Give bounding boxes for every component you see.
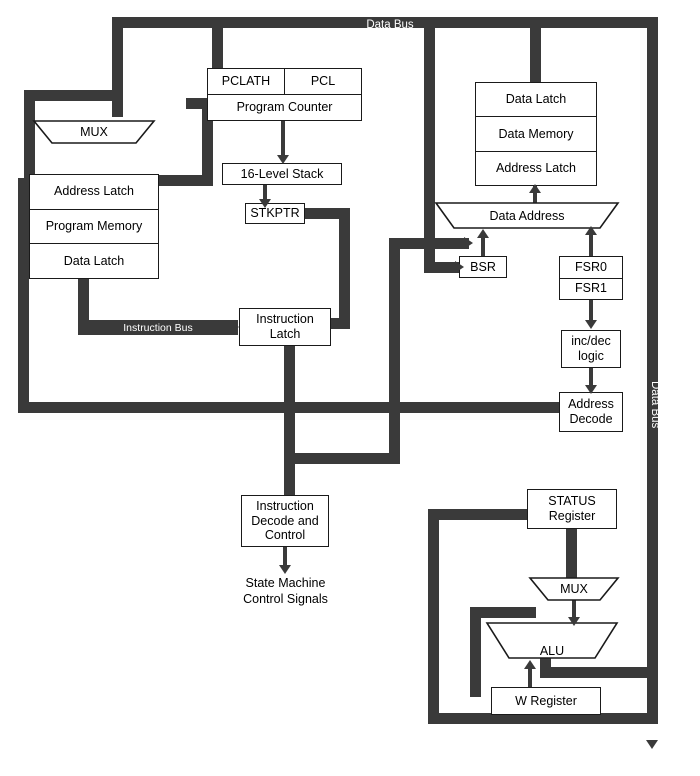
- wire-alu-to-data-bus: [540, 667, 658, 678]
- arrow-incdec-down: [585, 385, 597, 394]
- wire-bus-to-bsr-column: [424, 17, 435, 262]
- mux-top: [34, 121, 154, 143]
- data-address-label: Data Address: [489, 208, 565, 223]
- address-latch-memory: Address Latch: [476, 151, 596, 185]
- arrow-fsr-up: [585, 226, 597, 235]
- instruction-latch-label-line2: Latch: [269, 327, 301, 341]
- wire-stkptr-down: [339, 208, 350, 328]
- alu: [487, 623, 617, 658]
- w-register: W Register: [491, 687, 601, 715]
- arrow-decode-to-state-machine: [279, 565, 291, 574]
- stkptr: STKPTR: [245, 203, 305, 224]
- arrow-data-bus-bottom: [646, 740, 658, 749]
- program-counter: Program Counter: [208, 94, 361, 120]
- arrow-to-bsr: [455, 261, 464, 273]
- address-decode-line1: Address: [568, 397, 614, 412]
- arrow-fsr-to-incdec: [585, 320, 597, 329]
- mux-top-label: MUX: [80, 125, 108, 139]
- address-latch-program: Address Latch: [54, 184, 134, 199]
- state-machine-line1: State Machine: [245, 576, 326, 590]
- data-bus-top-label: Data Bus: [366, 19, 414, 31]
- data-latch-memory: Data Latch: [505, 92, 567, 107]
- pcl: PCL: [284, 69, 361, 94]
- instruction-latch: [239, 308, 331, 346]
- data-address: [436, 203, 618, 228]
- incdec-line2: logic: [578, 349, 604, 363]
- alu-label: ALU: [539, 644, 565, 658]
- program-counter-group: [207, 68, 362, 121]
- instruction-decode-line3: Control: [264, 528, 306, 543]
- address-decode-line2: Decode: [569, 412, 613, 426]
- mux-alu-label: MUX: [560, 582, 588, 596]
- wire-latch-down: [284, 344, 295, 464]
- wire-status-to-mux: [566, 529, 577, 581]
- fsr1: FSR1: [560, 278, 622, 300]
- instruction-decode-and-control: [241, 495, 329, 547]
- status-register-line2: Register: [548, 509, 596, 523]
- program-memory-group: [29, 174, 159, 279]
- wire-pc-to-stack: [281, 121, 285, 159]
- wire-bus-to-program-counter: [212, 17, 223, 74]
- status-register: [527, 489, 617, 529]
- address-decode: [559, 392, 623, 432]
- wire-alu-w-loop-vertical: [470, 607, 481, 697]
- incdec-logic: [561, 330, 621, 368]
- instruction-bus: [78, 320, 238, 335]
- state-machine-line2: Control Signals: [243, 591, 328, 606]
- wire-bottom-left-to-address-decode: [18, 402, 578, 413]
- program-memory: Program Memory: [30, 209, 158, 244]
- arrow-stack-to-stkptr: [259, 199, 271, 208]
- arrow-to-data-address: [464, 237, 473, 249]
- wire-left-outer-rail: [18, 178, 29, 408]
- wire-latch-right-branch: [284, 453, 399, 464]
- pclath: PCLATH: [221, 74, 271, 89]
- data-bus-right-label: Data Bus: [649, 381, 661, 429]
- status-register-line1: STATUS: [548, 494, 596, 509]
- arrow-bsr-up: [477, 229, 489, 238]
- state-machine-control-signals: [213, 576, 358, 607]
- fsr0: FSR0: [575, 259, 607, 274]
- wire-alu-w-loop-top: [470, 607, 536, 618]
- data-latch-program: Data Latch: [30, 243, 158, 278]
- arrow-data-address-up: [529, 184, 541, 193]
- wire-bus-to-data-latch: [530, 17, 541, 84]
- instruction-decode-line2: Decode and: [251, 513, 319, 528]
- mux-alu: [530, 578, 618, 600]
- wire-bsr-to-data-address: [481, 238, 485, 257]
- arrow-mux-to-alu: [568, 617, 580, 626]
- instruction-bus-label: Instruction Bus: [123, 321, 193, 334]
- wire-latch-to-decode: [284, 453, 295, 495]
- data-memory: Data Memory: [476, 116, 596, 150]
- stack-16-level: 16-Level Stack: [222, 163, 342, 185]
- wire-branch-up-to-dataaddr: [389, 238, 400, 464]
- arrow-w-to-alu: [524, 660, 536, 669]
- instruction-latch-label-line1: Instruction: [256, 312, 314, 327]
- wire-to-status-register: [428, 509, 533, 520]
- wire-left-alu-rail: [428, 509, 439, 724]
- wire-branch-to-data-address: [389, 238, 469, 249]
- data-bus-drop-to-mux: [112, 17, 123, 117]
- bsr: BSR: [459, 256, 507, 278]
- pclath-pcl-row: [208, 69, 361, 94]
- incdec-line1: inc/dec: [571, 334, 611, 349]
- wire-mux-feed-horizontal: [24, 90, 123, 101]
- instruction-decode-line1: Instruction: [256, 498, 314, 513]
- fsr-group: [559, 256, 623, 300]
- arrow-pc-to-stack: [277, 155, 289, 164]
- data-memory-group: [475, 82, 597, 186]
